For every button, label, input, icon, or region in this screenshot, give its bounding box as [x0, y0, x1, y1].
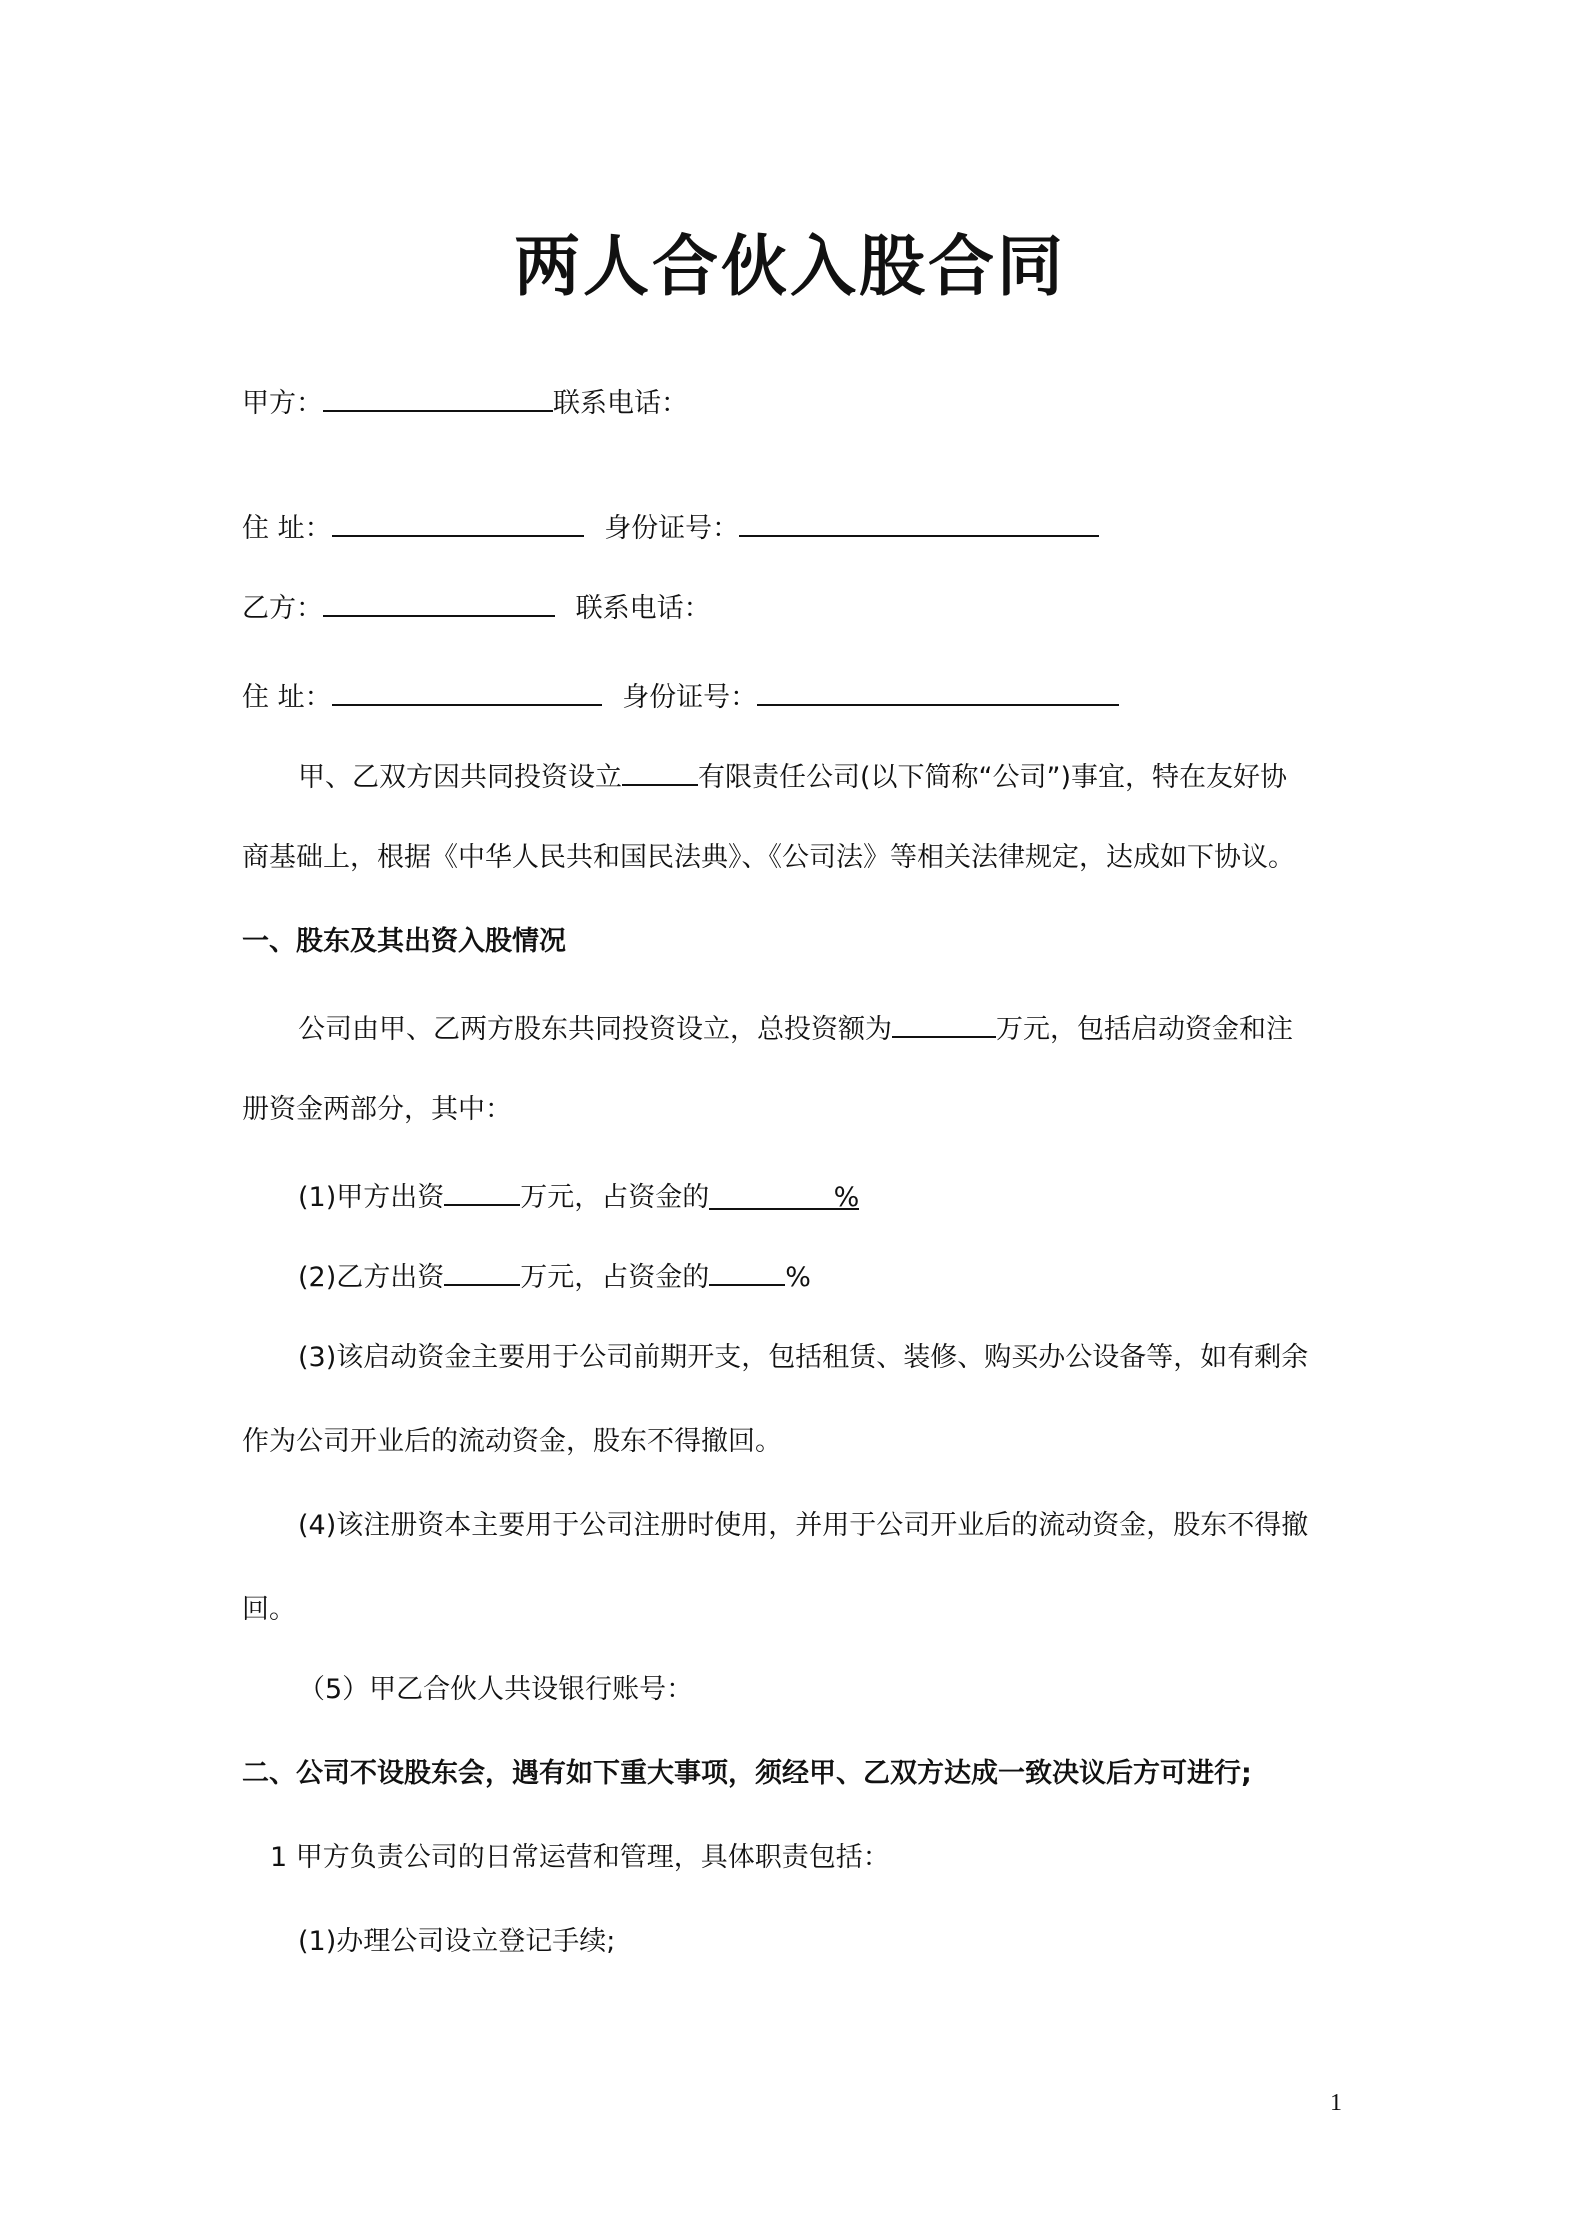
party-b-percent-sign: % [785, 1262, 811, 1293]
section-2-item-1: 1 甲方负责公司的日常运营和管理，具体职责包括： [270, 1842, 890, 1873]
company-name-blank[interactable] [622, 754, 698, 786]
party-a-contribution-blank[interactable] [444, 1174, 520, 1206]
item-3-line-2: 作为公司开业后的流动资金，股东不得撤回。 [242, 1426, 782, 1457]
item-5-line: （5）甲乙合伙人共设银行账号： [298, 1674, 694, 1705]
item-1-line [298, 1174, 859, 1218]
party-b-share-blank[interactable] [709, 1254, 785, 1286]
total-investment-unit-text: 万元，包括启动资金和注 [996, 1014, 1293, 1045]
section-1-intro-line-1 [298, 1006, 1293, 1050]
party-a-address-blank[interactable] [332, 505, 584, 537]
party-b-share-text: 万元，占资金的 [520, 1262, 710, 1293]
item-3-line-1: (3)该启动资金主要用于公司前期开支，包括租赁、装修、购买办公设备等，如有剩余 [298, 1342, 1309, 1373]
preamble-text-b: 有限责任公司(以下简称“公司”)事宜，特在友好协 [698, 762, 1288, 793]
party-b-contribution-blank[interactable] [444, 1254, 520, 1286]
party-a-phone-label: 联系电话： [553, 388, 688, 419]
item-4-line-1: (4)该注册资本主要用于公司注册时使用，并用于公司开业后的流动资金，股东不得撤 [298, 1510, 1309, 1541]
party-b-address-label: 住 址： [242, 682, 332, 713]
party-b-phone-label: 联系电话： [575, 593, 711, 624]
party-a-contribution-text: (1)甲方出资 [298, 1182, 445, 1213]
party-a-line [242, 380, 688, 424]
party-a-share-blank[interactable] [709, 1178, 860, 1213]
page-number: 1 [1330, 2090, 1342, 2116]
item-4-line-2: 回。 [242, 1594, 296, 1625]
party-a-share-text: 万元，占资金的 [520, 1182, 710, 1213]
party-a-address-line [242, 505, 1099, 549]
party-b-label: 乙方： [242, 593, 323, 624]
party-a-label: 甲方： [242, 388, 323, 419]
party-a-percent-sign: % [833, 1182, 860, 1213]
party-b-address-line [242, 674, 1119, 718]
section-1-heading: 一、股东及其出资入股情况 [242, 926, 566, 957]
party-b-name-blank[interactable] [323, 585, 555, 617]
party-a-name-blank[interactable] [323, 380, 553, 412]
party-a-id-label: 身份证号： [604, 513, 740, 544]
section-2-heading: 二、公司不设股东会，遇有如下重大事项，须经甲、乙双方达成一致决议后方可进行; [242, 1758, 1252, 1789]
party-b-address-blank[interactable] [332, 674, 602, 706]
total-investment-blank[interactable] [892, 1006, 996, 1038]
document-title: 两人合伙入股合同 [514, 228, 1066, 305]
party-b-id-blank[interactable] [757, 674, 1119, 706]
preamble-line-2: 商基础上，根据《中华人民共和国民法典》、《公司法》等相关法律规定，达成如下协议。 [242, 842, 1295, 873]
item-2-line [298, 1254, 811, 1298]
party-b-contribution-text: (2)乙方出资 [298, 1262, 445, 1293]
party-b-id-label: 身份证号： [622, 682, 758, 713]
party-b-line [242, 585, 711, 629]
section-1-intro-line-2: 册资金两部分，其中： [242, 1094, 512, 1125]
party-a-id-blank[interactable] [739, 505, 1099, 537]
preamble-text-a: 甲、乙双方因共同投资设立 [298, 762, 622, 793]
total-investment-text: 公司由甲、乙两方股东共同投资设立，总投资额为 [298, 1014, 892, 1045]
party-a-address-label: 住 址： [242, 513, 332, 544]
section-2-sub-1: (1)办理公司设立登记手续; [298, 1926, 616, 1957]
preamble-line-1 [298, 754, 1287, 798]
